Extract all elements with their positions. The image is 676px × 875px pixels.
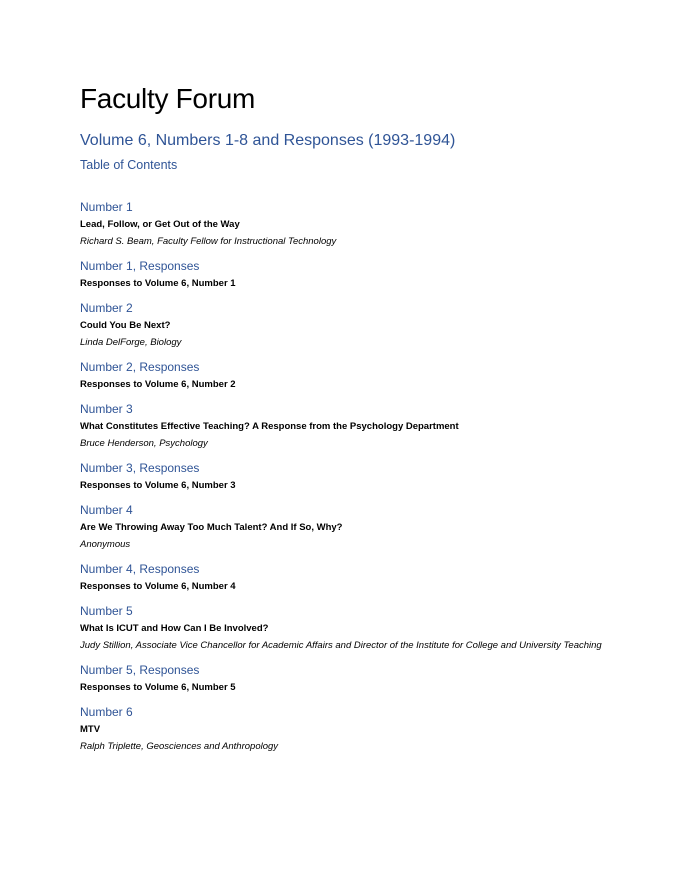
toc-entry (80, 359, 610, 393)
entry-title: MTV (80, 724, 101, 735)
toc-entry (80, 561, 610, 595)
entry-title: What Constitutes Effective Teaching? A Response from the Psychology Department (80, 421, 459, 432)
entry-author: Linda DelForge, Biology (80, 337, 182, 348)
entry-author: Anonymous (80, 539, 131, 550)
entry-heading: Number 4 (80, 503, 133, 517)
toc-entry (80, 199, 610, 250)
entry-title: Responses to Volume 6, Number 2 (80, 379, 236, 390)
entry-heading: Number 1 (80, 200, 133, 214)
entry-heading: Number 6 (80, 705, 133, 719)
entry-author: Judy Stillion, Associate Vice Chancellor for Academic Affairs and Director of the Institute for College and University Teaching (80, 640, 602, 651)
entry-heading: Number 3 (80, 402, 133, 416)
entry-heading: Number 2 (80, 301, 133, 315)
entry-title: Responses to Volume 6, Number 1 (80, 278, 236, 289)
entry-title: Responses to Volume 6, Number 4 (80, 581, 236, 592)
entry-heading: Number 5 (80, 604, 133, 618)
toc-entry (80, 258, 610, 292)
entry-title: Responses to Volume 6, Number 3 (80, 480, 236, 491)
toc-entry (80, 401, 610, 452)
entry-author: Richard S. Beam, Faculty Fellow for Instructional Technology (80, 236, 337, 247)
toc-entry (80, 460, 610, 494)
entry-author: Bruce Henderson, Psychology (80, 438, 208, 449)
entry-title: Could You Be Next? (80, 320, 171, 331)
toc-entry (80, 704, 610, 755)
entry-heading: Number 1, Responses (80, 259, 200, 273)
toc-entry (80, 502, 610, 553)
entry-heading: Number 5, Responses (80, 663, 200, 677)
entry-author: Ralph Triplette, Geosciences and Anthropology (80, 741, 279, 752)
toc-entry (80, 603, 610, 654)
entry-heading: Number 3, Responses (80, 461, 200, 475)
entry-heading: Number 4, Responses (80, 562, 200, 576)
entry-title: Lead, Follow, or Get Out of the Way (80, 219, 240, 230)
document-title: Faculty Forum (80, 83, 256, 114)
entry-title: What Is ICUT and How Can I Be Involved? (80, 623, 269, 634)
document-subtitle: Volume 6, Numbers 1-8 and Responses (1993-1994) (80, 132, 456, 149)
toc-entry (80, 300, 610, 351)
entry-title: Responses to Volume 6, Number 5 (80, 682, 236, 693)
table-of-contents-label: Table of Contents (80, 158, 178, 172)
toc-entry (80, 662, 610, 696)
entry-title: Are We Throwing Away Too Much Talent? And If So, Why? (80, 522, 343, 533)
toc-entries (80, 199, 610, 763)
entry-heading: Number 2, Responses (80, 360, 200, 374)
